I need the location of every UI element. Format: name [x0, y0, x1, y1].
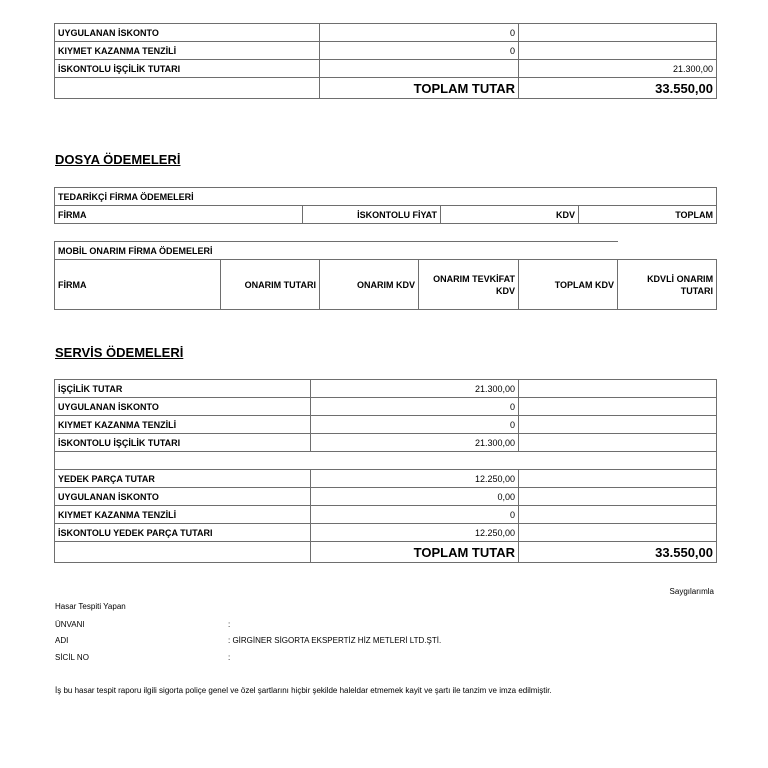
table-row	[55, 380, 717, 398]
spacer-row	[55, 452, 717, 470]
top-summary-table	[54, 23, 717, 99]
regards-text: Saygılarımla	[669, 587, 714, 596]
mobile-table-title: MOBİL ONARIM FİRMA ÖDEMELERİ	[55, 242, 618, 260]
name-value: : GİRGİNER SİGORTA EKSPERTİZ HİZ METLERİ LTD.ŞTİ.	[228, 636, 442, 645]
row-label: KIYMET KAZANMA TENZİLİ	[55, 42, 320, 60]
table-title-row	[55, 188, 717, 206]
row-value: 0	[320, 24, 519, 42]
column-header: ONARIM TEVKİFAT KDV	[419, 260, 519, 310]
row-value: 0	[311, 506, 519, 524]
row-label: UYGULANAN İSKONTO	[55, 24, 320, 42]
registry-no-value: :	[228, 653, 231, 662]
inspector-heading: Hasar Tespiti Yapan	[55, 602, 126, 611]
row-label: İSKONTOLU YEDEK PARÇA TUTARI	[55, 524, 311, 542]
dosya-section-title: DOSYA ÖDEMELERİ	[55, 152, 181, 167]
row-label: KIYMET KAZANMA TENZİLİ	[55, 506, 311, 524]
table-title-row	[55, 242, 717, 260]
total-label: TOPLAM TUTAR	[311, 542, 519, 563]
registry-no-label: SİCİL NO	[55, 653, 89, 662]
table-row	[55, 524, 717, 542]
column-header: İSKONTOLU FİYAT	[303, 206, 441, 224]
table-row	[55, 434, 717, 452]
table-row	[55, 24, 717, 42]
total-value: 33.550,00	[519, 78, 717, 99]
row-label: UYGULANAN İSKONTO	[55, 488, 311, 506]
table-header-row	[55, 206, 717, 224]
total-row	[55, 78, 717, 99]
footer-note: İş bu hasar tespit raporu ilgili sigorta poliçe genel ve özel şartlarını hiçbir şekilde haleldar etmemek kayit ve şartı ile tanzim ve imza edilmiştir.	[55, 686, 552, 695]
column-header: TOPLAM KDV	[519, 260, 618, 310]
service-payments-table	[54, 379, 717, 563]
title-label: ÜNVANI	[55, 620, 85, 629]
table-row	[55, 470, 717, 488]
total-value: 33.550,00	[519, 542, 717, 563]
row-label: UYGULANAN İSKONTO	[55, 398, 311, 416]
mobile-repair-payments-table	[54, 241, 717, 310]
row-value: 0,00	[311, 488, 519, 506]
column-header: FİRMA	[55, 206, 303, 224]
table-row	[55, 398, 717, 416]
column-header: FİRMA	[55, 260, 221, 310]
column-header: KDVLİ ONARIM TUTARI	[618, 260, 717, 310]
row-value: 12.250,00	[311, 470, 519, 488]
row-label: KIYMET KAZANMA TENZİLİ	[55, 416, 311, 434]
row-value: 21.300,00	[519, 60, 717, 78]
row-value: 0	[311, 416, 519, 434]
table-row	[55, 506, 717, 524]
total-row	[55, 542, 717, 563]
row-value: 0	[320, 42, 519, 60]
table-row	[55, 60, 717, 78]
row-label: İŞÇİLİK TUTAR	[55, 380, 311, 398]
row-value: 21.300,00	[311, 380, 519, 398]
row-value: 21.300,00	[311, 434, 519, 452]
table-row	[55, 488, 717, 506]
row-value: 12.250,00	[311, 524, 519, 542]
column-header: ONARIM TUTARI	[221, 260, 320, 310]
row-label: YEDEK PARÇA TUTAR	[55, 470, 311, 488]
column-header: ONARIM KDV	[320, 260, 419, 310]
total-label: TOPLAM TUTAR	[320, 78, 519, 99]
supplier-payments-table	[54, 187, 717, 224]
table-row	[55, 42, 717, 60]
name-label: ADI	[55, 636, 69, 645]
row-label: İSKONTOLU İŞÇİLİK TUTARI	[55, 434, 311, 452]
supplier-table-title: TEDARİKÇİ FİRMA ÖDEMELERİ	[55, 188, 717, 206]
title-value: :	[228, 620, 231, 629]
table-header-row	[55, 260, 717, 310]
row-label: İSKONTOLU İŞÇİLİK TUTARI	[55, 60, 320, 78]
column-header: TOPLAM	[579, 206, 717, 224]
table-row	[55, 416, 717, 434]
row-value: 0	[311, 398, 519, 416]
column-header: KDV	[441, 206, 579, 224]
servis-section-title: SERVİS ÖDEMELERİ	[55, 345, 184, 360]
